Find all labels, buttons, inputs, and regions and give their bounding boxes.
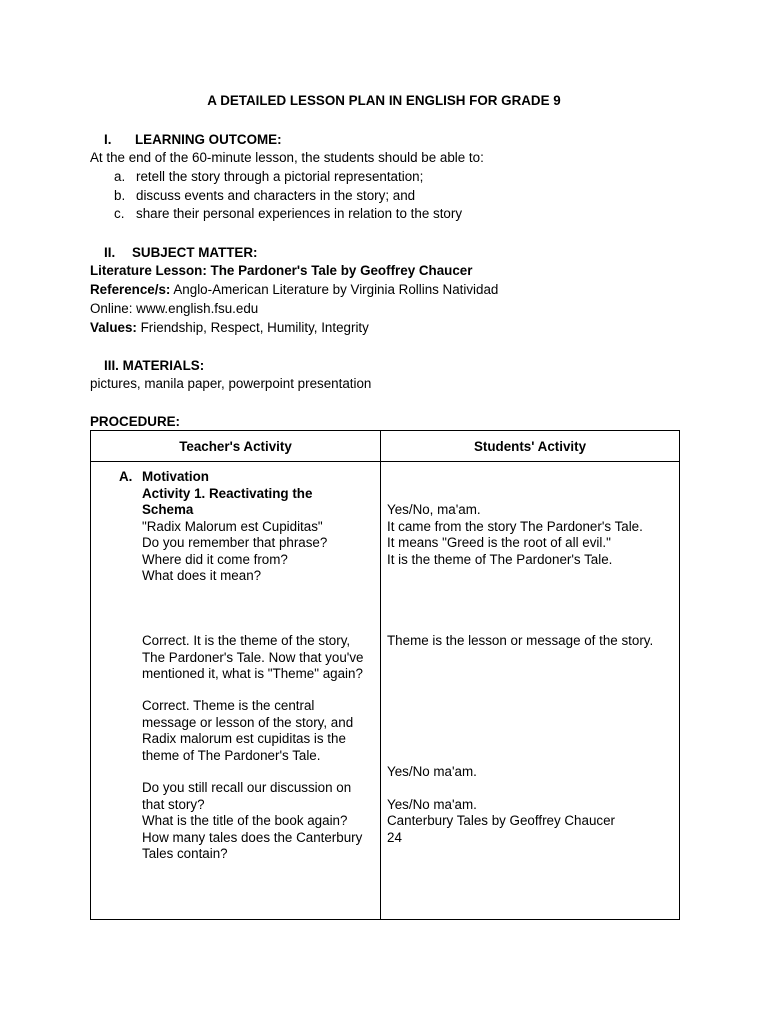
values-label: Values: — [90, 320, 137, 335]
section-1-heading: LEARNING OUTCOME: — [135, 132, 282, 147]
section-2-heading: SUBJECT MATTER: — [132, 245, 258, 260]
teacher-line: The Pardoner's Tale. Now that you've — [142, 650, 364, 665]
student-line: Canterbury Tales by Geoffrey Chaucer — [387, 813, 616, 828]
student-line: It means "Greed is the root of all evil." — [387, 535, 611, 550]
teacher-line: "Radix Malorum est Cupiditas" — [142, 519, 323, 534]
teacher-line: mentioned it, what is "Theme" again? — [142, 666, 363, 681]
teacher-line: that story? — [142, 797, 205, 812]
objective-letter: a. — [114, 169, 126, 184]
student-line: Theme is the lesson or message of the story. — [387, 633, 654, 648]
teacher-line: Tales contain? — [142, 846, 228, 861]
procedure-table — [90, 430, 680, 920]
motivation-title: Motivation — [142, 469, 209, 484]
section-2-numeral: II. — [104, 245, 116, 260]
procedure-heading: PROCEDURE: — [90, 414, 181, 429]
reference-value: Anglo-American Literature by Virginia Rollins Natividad — [170, 282, 499, 297]
student-line: It is the theme of The Pardoner's Tale. — [387, 552, 613, 567]
reference-label: Reference/s: — [90, 282, 171, 297]
teacher-activity-header: Teacher's Activity — [91, 431, 381, 462]
teacher-line: What is the title of the book again? — [142, 813, 348, 828]
activity-title: Activity 1. Reactivating the — [142, 486, 313, 501]
teacher-line: Where did it come from? — [142, 552, 288, 567]
students-activity-cell — [381, 462, 680, 920]
objective-text: discuss events and characters in the story; and — [136, 188, 416, 203]
section-1-numeral: I. — [104, 132, 112, 147]
section-3-heading: III. MATERIALS: — [104, 358, 205, 373]
activity-title: Schema — [142, 502, 194, 517]
student-line: Yes/No, ma'am. — [387, 502, 481, 517]
teacher-activity-cell — [91, 462, 381, 920]
teacher-line: How many tales does the Canterbury — [142, 830, 363, 845]
reference-line — [90, 281, 498, 298]
objective-item — [114, 168, 423, 185]
values-line — [90, 319, 369, 336]
literature-lesson: Literature Lesson: The Pardoner's Tale by Geoffrey Chaucer — [90, 263, 473, 278]
teacher-line: message or lesson of the story, and — [142, 715, 354, 730]
materials-list: pictures, manila paper, powerpoint presentation — [90, 376, 372, 391]
motivation-letter: A. — [119, 469, 133, 484]
objective-text: retell the story through a pictorial representation; — [136, 169, 424, 184]
student-line: It came from the story The Pardoner's Tale. — [387, 519, 643, 534]
online-reference: Online: www.english.fsu.edu — [90, 301, 259, 316]
teacher-line: Correct. It is the theme of the story, — [142, 633, 351, 648]
values-value: Friendship, Respect, Humility, Integrity — [136, 320, 369, 335]
teacher-line: Do you still recall our discussion on — [142, 780, 352, 795]
objective-item — [114, 205, 462, 222]
objective-letter: c. — [114, 206, 125, 221]
page-title: A DETAILED LESSON PLAN IN ENGLISH FOR GRADE 9 — [207, 93, 561, 108]
student-line: Yes/No ma'am. — [387, 797, 477, 812]
teacher-line: theme of The Pardoner's Tale. — [142, 748, 321, 763]
teacher-line: Correct. Theme is the central — [142, 698, 315, 713]
student-line: Yes/No ma'am. — [387, 764, 477, 779]
objective-item — [114, 187, 415, 204]
students-activity-header: Students' Activity — [381, 431, 680, 462]
objectives-intro: At the end of the 60-minute lesson, the students should be able to: — [90, 150, 484, 165]
objective-text: share their personal experiences in relation to the story — [136, 206, 463, 221]
teacher-line: What does it mean? — [142, 568, 262, 583]
teacher-line: Radix malorum est cupiditas is the — [142, 731, 346, 746]
student-line: 24 — [387, 830, 402, 845]
teacher-line: Do you remember that phrase? — [142, 535, 328, 550]
objective-letter: b. — [114, 188, 126, 203]
